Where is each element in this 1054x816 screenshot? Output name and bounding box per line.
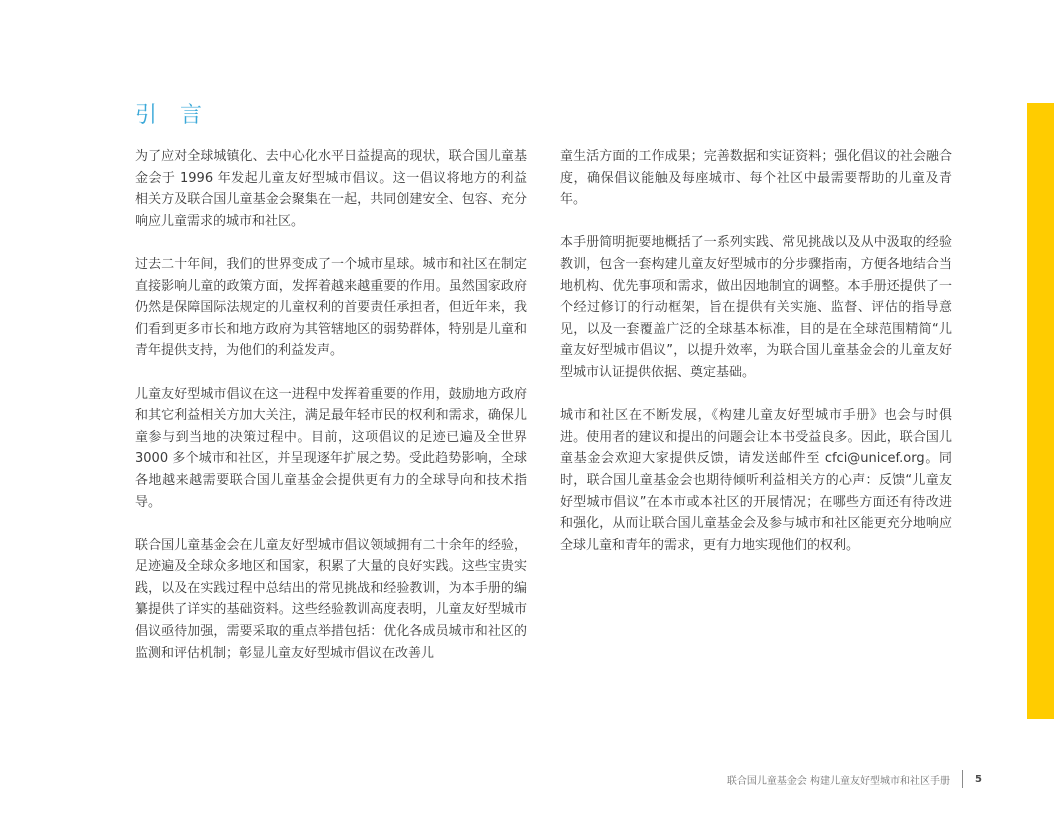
page-title: 引 言	[135, 103, 210, 128]
paragraph: 儿童友好型城市倡议在这一进程中发挥着重要的作用，鼓励地方政府和其它利益相关方加大关注，满足最年轻市民的权利和需求，确保儿童参与到当地的决策过程中。目前，这项倡议的足迹已遍及全世界 3000 多个城市和社区，并呈现逐年扩展之势。受此趋势影响，全球各地越来越需要联合国儿童基金会提供更有力的全球导向和技术指导。	[135, 386, 527, 510]
paragraph: 联合国儿童基金会在儿童友好型城市倡议领域拥有二十余年的经验，足迹遍及全球众多地区和国家，积累了大量的良好实践。这些宝贵实践，以及在实践过程中总结出的常见挑战和经验教训，为本手册的编纂提供了详实的基础资料。这些经验教训高度表明，儿童友好型城市倡议亟待加强，需要采取的重点举措包括：优化各成员城市和社区的监测和评估机制；彰显儿童友好型城市倡议在改善儿	[135, 537, 527, 661]
paragraph: 过去二十年间，我们的世界变成了一个城市星球。城市和社区在制定直接影响儿童的政策方面，发挥着越来越重要的作用。虽然国家政府仍然是保障国际法规定的儿童权利的首要责任承担者，但近年来，我们看到更多市长和地方政府为其管辖地区的弱势群体，特别是儿童和青年提供支持，为他们的利益发声。	[135, 256, 527, 359]
page-number: 5	[975, 773, 982, 785]
left-column	[135, 146, 527, 686]
footer-text: 联合国儿童基金会 构建儿童友好型城市和社区手册	[726, 775, 951, 787]
right-column	[560, 146, 952, 578]
footer-divider	[962, 770, 963, 788]
paragraph: 本手册简明扼要地概括了一系列实践、常见挑战以及从中汲取的经验教训，包含一套构建儿童友好型城市的分步骤指南，方便各地结合当地机构、优先事项和需求，做出因地制宜的调整。本手册还提供了一个经过修订的行动框架，旨在提供有关实施、监督、评估的指导意见，以及一套覆盖广泛的全球基本标准，目的是在全球范围精简“儿童友好型城市倡议”，以提升效率，为联合国儿童基金会的儿童友好型城市认证提供依据、奠定基础。	[560, 235, 952, 380]
paragraph: 为了应对全球城镇化、去中心化水平日益提高的现状，联合国儿童基金会于 1996 年发起儿童友好型城市倡议。这一倡议将地方的利益相关方及联合国儿童基金会聚集在一起，共同创建安全、包容、充分响应儿童需求的城市和社区。	[135, 149, 527, 229]
accent-bar	[1027, 103, 1054, 719]
paragraph: 童生活方面的工作成果；完善数据和实证资料；强化倡议的社会融合度，确保倡议能触及每座城市、每个社区中最需要帮助的儿童及青年。	[560, 149, 952, 208]
paragraph: 城市和社区在不断发展，《构建儿童友好型城市手册》也会与时俱进。使用者的建议和提出的问题会让本书受益良多。因此，联合国儿童基金会欢迎大家提供反馈，请发送邮件至 cfci@unicef.org。同时，联合国儿童基金会也期待倾听利益相关方的心声：反馈“儿童友好型城市倡议”在本市或本社区的开展情况；在哪些方面还有待改进和强化，从而让联合国儿童基金会及参与城市和社区能更充分地响应全球儿童和青年的需求，更有力地实现他们的权利。	[560, 408, 952, 553]
page-footer	[727, 770, 982, 788]
